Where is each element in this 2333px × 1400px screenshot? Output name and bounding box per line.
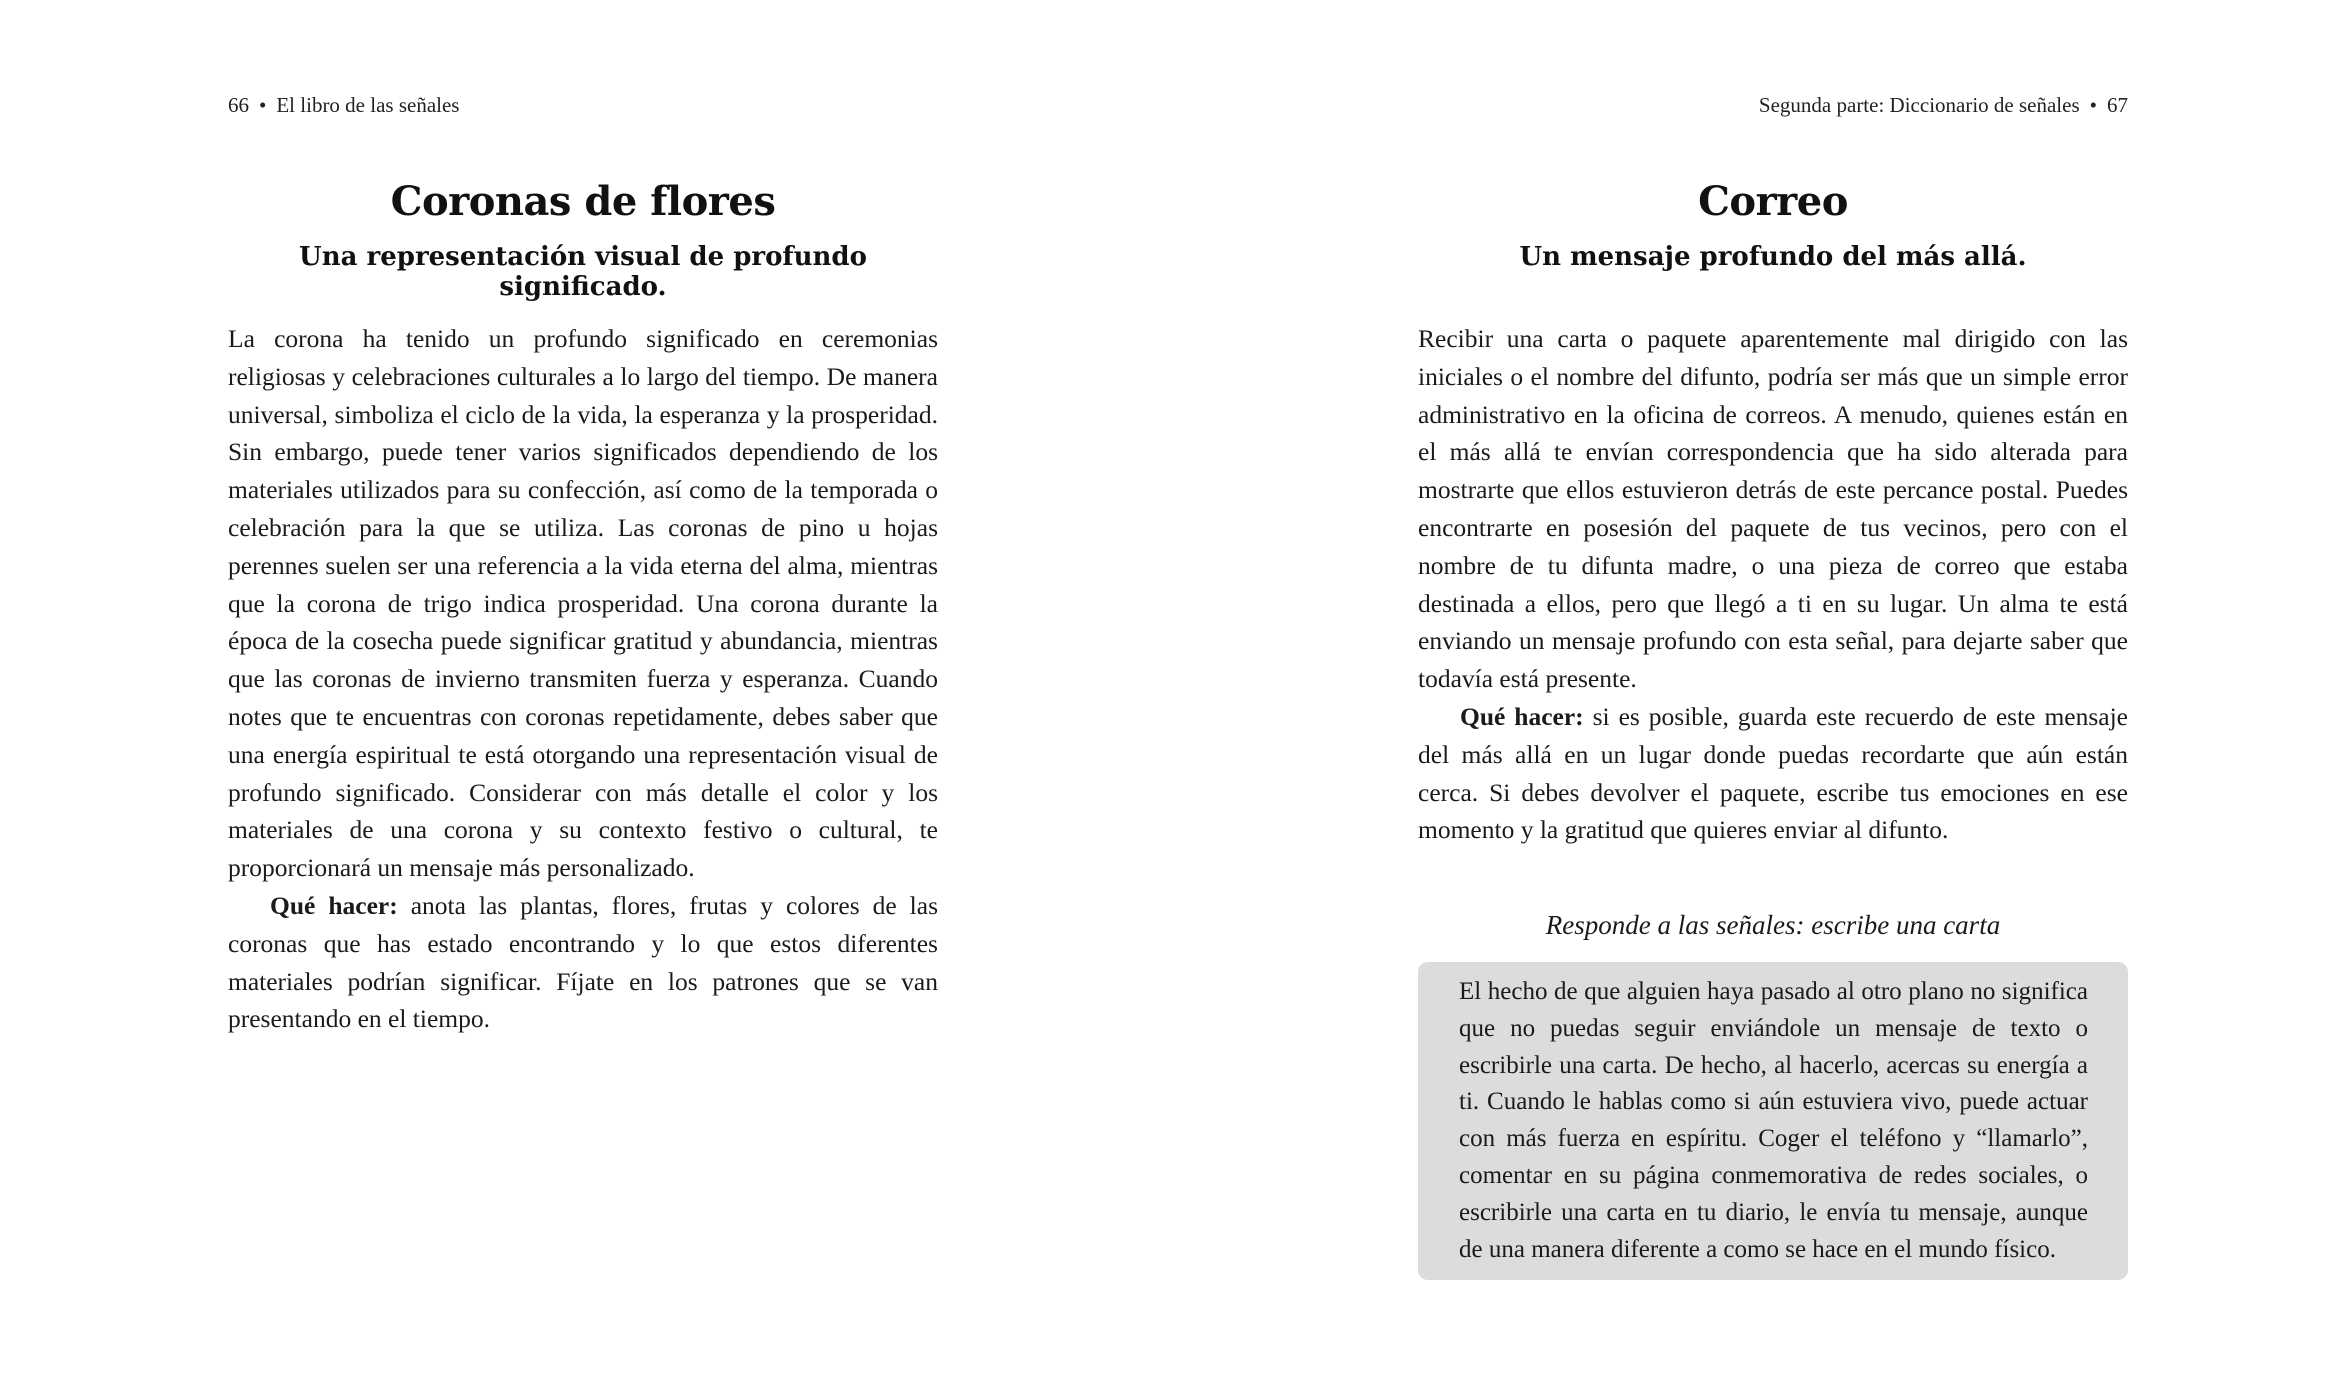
- right-entry-subtitle: Un mensaje profundo del más allá.: [1519, 242, 2027, 272]
- left-entry-subtitle: Una representación visual de profundo significado.: [299, 242, 867, 302]
- right-what-to-do: [1418, 698, 2128, 849]
- left-page: [228, 0, 938, 1400]
- right-what-to-do-text: si es posible, guarda este recuerdo de este mensaje del más allá en un lugar donde puedas recordarte que aún están cerca. Si debes devolver el paquete, escribe tus emociones en ese momento y la gratitud que quieres enviar al difunto.: [1418, 701, 2128, 845]
- left-what-to-do-text: anota las plantas, flores, frutas y colores de las coronas que has estado encontrando y lo que estos diferentes materiales podrían significar. Fíjate en los patrones que se van presentando en el tiempo.: [228, 890, 938, 1034]
- right-entry-body: [1418, 320, 2128, 849]
- left-what-to-do-label: Qué hacer:: [270, 890, 398, 920]
- left-entry-body: [228, 320, 938, 1038]
- section-title: Segunda parte: Diccionario de señales: [1758, 93, 2080, 117]
- book-title: El libro de las señales: [276, 93, 460, 117]
- right-paragraph: Recibir una carta o paquete aparentemente mal dirigido con las iniciales o el nombre del difunto, podría ser más que un simple error administrativo en la oficina de correos. A menudo, quienes están en el más allá te envían correspondencia que ha sido alterada para mostrarte que ellos estuvieron detrás de este percance postal. Puedes encontrarte en posesión del paquete de tus vecinos, pero con el nombre de tu difunta madre, o una pieza de correo que estaba destinada a ellos, pero que llegó a ti en su lugar. Un alma te está enviando un mensaje profundo con esta señal, para dejarte saber que todavía está presente.: [1418, 324, 2128, 694]
- left-page-number: 66: [228, 93, 249, 117]
- sidebar-box-caption: Responde a las señales: escribe una carta: [1545, 910, 2001, 940]
- right-entry-title: Correo: [1698, 178, 1848, 225]
- right-head-separator: •: [2089, 93, 2097, 117]
- left-head-separator: •: [259, 93, 267, 117]
- right-page-number: 67: [2107, 93, 2128, 117]
- sidebar-box: [1418, 962, 2128, 1280]
- right-what-to-do-label: Qué hacer:: [1460, 701, 1584, 731]
- left-entry-title: Coronas de flores: [390, 178, 776, 225]
- right-running-head: [1418, 93, 2128, 118]
- left-what-to-do: [228, 887, 938, 1038]
- left-running-head: [228, 93, 938, 118]
- right-page: [1418, 0, 2128, 1400]
- sidebar-box-text: El hecho de que alguien haya pasado al otro plano no significa que no puedas seguir enviándole un mensaje de texto o escribirle una carta. De hecho, al hacerlo, acercas su energía a ti. Cuando le hablas como si aún estuviera vivo, puede actuar con más fuerza en espíritu. Coger el teléfono y “llamarlo”, comentar en su página conmemorativa de redes sociales, o escribirle una carta en tu diario, le envía tu mensaje, aunque de una manera diferente a como se hace en el mundo físico.: [1459, 978, 2088, 1263]
- left-paragraph: La corona ha tenido un profundo significado en ceremonias religiosas y celebraciones culturales a lo largo del tiempo. De manera universal, simboliza el ciclo de la vida, la esperanza y la prosperidad. Sin embargo, puede tener varios significados dependiendo de los materiales utilizados para su confección, así como de la temporada o celebración para la que se utiliza. Las coronas de pino u hojas perennes suelen ser una referencia a la vida eterna del alma, mientras que la corona de trigo indica prosperidad. Una corona durante la época de la cosecha puede significar gratitud y abundancia, mientras que las coronas de invierno transmiten fuerza y esperanza. Cuando notes que te encuentras con coronas repetidamente, debes saber que una energía espiritual te está otorgando una representación visual de profundo significado. Considerar con más detalle el color y los materiales de una corona y su contexto festivo o cultural, te proporcionará un mensaje más personalizado.: [228, 324, 938, 883]
